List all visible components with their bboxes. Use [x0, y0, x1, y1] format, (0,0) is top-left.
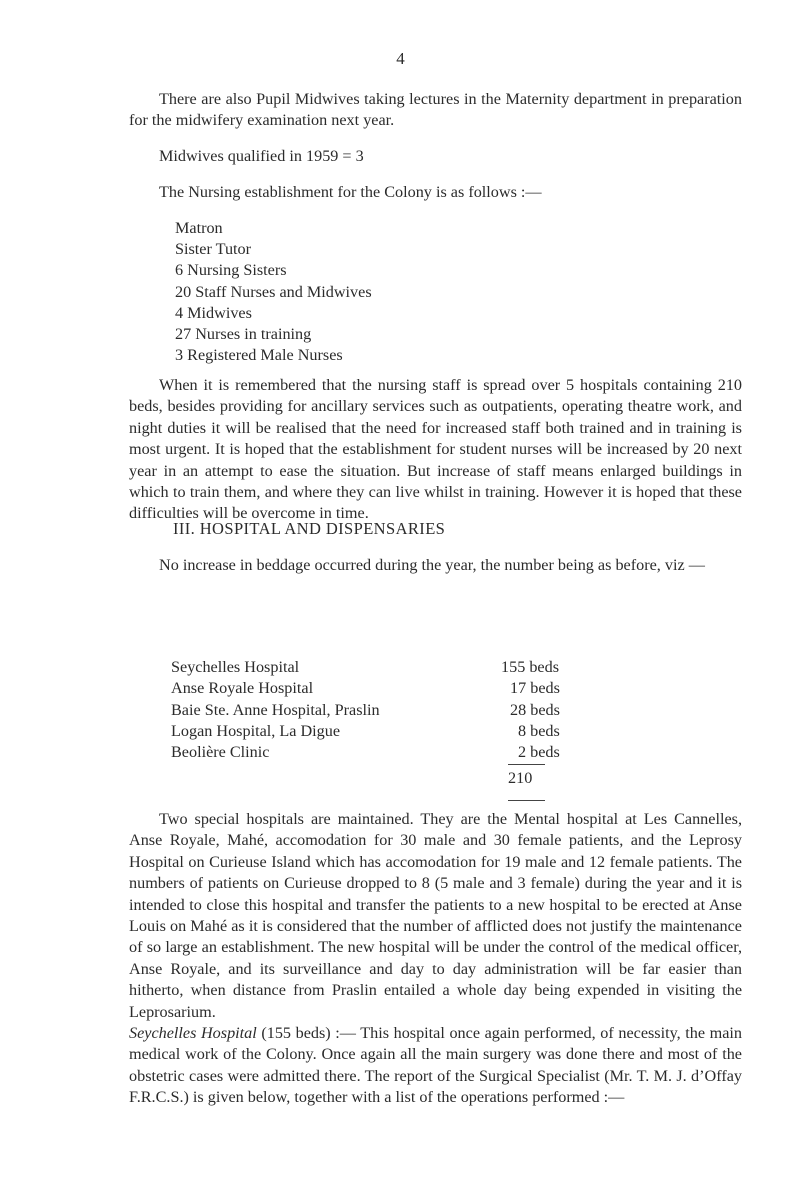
- list-item: Matron: [175, 219, 223, 237]
- list-item: 27 Nurses in training: [175, 324, 312, 343]
- bed-count: 2 beds: [518, 743, 560, 762]
- list-item: 4 Midwives: [175, 303, 252, 322]
- divider: [508, 800, 545, 801]
- hospital-name: Logan Hospital, La Digue: [171, 721, 341, 740]
- list-item: 6 Nursing Sisters: [175, 261, 287, 280]
- beds-table: [171, 657, 591, 763]
- bed-count: 8 beds: [518, 721, 560, 740]
- list-item: Sister Tutor: [175, 240, 252, 259]
- table-row: [171, 742, 591, 763]
- paragraph-nursing-staff: When it is remembered that the nursing staff is spread over 5 hospitals containing 210 beds, besides providing for ancillary services such as outpatients, operating theatre work, and night duties it will be realised that the need for increased staff both trained and in training is most urgent. It is hoped that the establishment for student nurses will be increased by 20 next year in an attempt to ease the situation. But increase of staff means enlarged buildings in which to train them, and where they can live whilst in training. However it is hoped that these difficulties will be overcome in time.: [129, 376, 742, 523]
- page-number: 4: [396, 49, 405, 68]
- paragraph-beddage: No increase in beddage occurred during the year, the number being as before, viz —: [159, 556, 705, 574]
- seychelles-hospital-text: (155 beds) :— This hospital once again performed, of necessity, the main medical work of the Colony. Once again all the main surgery was done there and most of the obstetric cases were admitted there. The report of the Surgical Specialist (Mr. T. M. J. d’Offay F.R.C.S.) is given below, together with a list of the operations performed :—: [129, 1024, 742, 1107]
- table-row: [171, 657, 591, 678]
- section-heading: III. HOSPITAL AND DISPENSARIES: [173, 519, 446, 538]
- staff-list: [175, 218, 372, 366]
- hospital-name: Seychelles Hospital: [171, 658, 300, 676]
- hospital-name: Beolière Clinic: [171, 743, 270, 762]
- list-item: 3 Registered Male Nurses: [175, 346, 343, 365]
- hospital-name: Baie Ste. Anne Hospital, Praslin: [171, 700, 380, 719]
- seychelles-hospital-title: Seychelles Hospital: [129, 1024, 257, 1043]
- table-row: [171, 678, 591, 699]
- hospital-name: Anse Royale Hospital: [171, 679, 314, 698]
- paragraph-pupil-midwives: There are also Pupil Midwives taking lectures in the Maternity department in preparation for the midwifery examination next year.: [129, 90, 742, 130]
- total-beds: 210: [508, 769, 533, 787]
- paragraph-midwives-qualified: Midwives qualified in 1959 = 3: [159, 147, 364, 165]
- paragraph-nursing-establishment: The Nursing establishment for the Colony is as follows :—: [159, 183, 542, 201]
- paragraph-special-hospitals: [129, 809, 742, 1109]
- bed-count: 28 beds: [510, 700, 560, 719]
- bed-count: 155 beds: [501, 658, 559, 676]
- special-hospitals-text: Two special hospitals are maintained. They are the Mental hospital at Les Cannelles, Anse Royale, Mahé, accomodation for 30 male and 30 female patients, and the Leprosy Hospital on Curieuse Island which has accomodation for 19 male and 12 female patients. The numbers of patients on Curieuse dropped to 8 (5 male and 3 female) during the year and it is intended to close this hospital and transfer the patients to a new hospital to be erected at Anse Louis on Mahé as it is considered that the number of afflicted does not justify the maintenance of so large an establishment. The new hospital will be under the control of the medical officer, Anse Royale, and its surveillance and day to day administration will be far easier than hitherto, when distance from Praslin entailed a whole day being expended in visiting the Leprosarium.: [129, 810, 742, 1021]
- list-item: 20 Staff Nurses and Midwives: [175, 282, 372, 301]
- divider: [508, 764, 545, 765]
- table-row: [171, 700, 591, 721]
- table-row: [171, 721, 591, 742]
- bed-count: 17 beds: [510, 679, 560, 698]
